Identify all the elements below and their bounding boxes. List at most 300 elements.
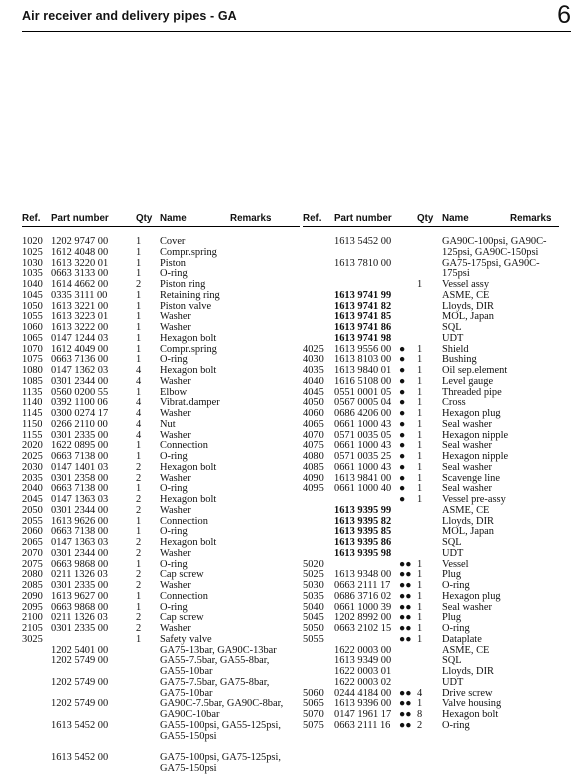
part-number-cell: 0551 0001 05 [334, 386, 392, 398]
name-cell: Washer [160, 623, 191, 634]
part-number-cell: 0147 1363 03 [51, 494, 109, 505]
part-number-cell: 1622 0895 00 [51, 440, 109, 452]
assembly-level-marker: ●● [399, 709, 412, 720]
assembly-level-marker: ● [399, 408, 406, 419]
ref-cell: 2095 [22, 601, 43, 613]
name-cell: Nut [160, 418, 176, 430]
table-row [303, 334, 559, 345]
qty-cell: 1 [417, 483, 423, 495]
header-divider [22, 31, 571, 32]
qty-cell: 1 [136, 515, 142, 527]
part-number-cell: 0663 7138 00 [51, 526, 109, 538]
table-row [303, 420, 559, 431]
name-cell: Lloyds, DIR [442, 666, 494, 677]
ref-cell: 1075 [22, 354, 43, 366]
name-cell: 125psi, GA90C-150psi [442, 246, 539, 258]
qty-cell: 1 [136, 590, 142, 602]
qty-cell: 1 [417, 440, 423, 452]
part-number-cell: 0663 2111 16 [334, 719, 391, 731]
qty-cell: 2 [136, 279, 142, 290]
ref-cell: 5070 [303, 709, 324, 720]
part-number-cell: 1613 9741 99 [334, 289, 392, 301]
ref-cell: 5045 [303, 612, 324, 624]
name-cell: Hexagon plug [442, 590, 501, 602]
name-cell: Washer [160, 472, 191, 484]
qty-cell: 1 [417, 354, 423, 366]
ref-cell: 2020 [22, 440, 43, 452]
table-row [303, 721, 559, 732]
name-cell: GA55-100psi, GA55-125psi, [160, 719, 281, 731]
name-cell: GA55-7.5bar, GA55-8bar, [160, 655, 270, 667]
part-number-cell: 0335 3111 00 [51, 289, 108, 301]
ref-cell: 5020 [303, 558, 324, 570]
ref-cell: 2085 [22, 580, 43, 591]
name-cell: GA55-150psi [160, 730, 217, 742]
name-cell: Hexagon bolt [442, 709, 499, 720]
ref-cell: 1045 [22, 289, 43, 301]
part-number-cell: 1613 5452 00 [51, 719, 109, 731]
name-cell: Compr.spring [160, 246, 217, 258]
name-cell: GA75-175psi, GA90C- [442, 257, 540, 269]
part-number-cell: 0147 1363 03 [51, 537, 109, 548]
qty-cell: 2 [136, 461, 142, 473]
part-number-cell: 0301 2344 00 [51, 547, 109, 559]
table-row [22, 678, 300, 689]
qty-cell: 1 [136, 483, 142, 495]
assembly-level-marker: ●● [399, 719, 412, 731]
part-number-cell: 0663 9868 00 [51, 558, 109, 570]
name-cell: Connection [160, 515, 208, 527]
part-number-cell: 0661 1000 43 [334, 440, 392, 452]
part-number-cell: 1622 0003 02 [334, 676, 392, 688]
name-cell: Lloyds, DIR [442, 300, 494, 312]
name-cell: Level gauge [442, 375, 494, 387]
assembly-level-marker: ●● [399, 558, 412, 570]
ref-cell: 2060 [22, 526, 43, 538]
name-cell: MOL, Japan [442, 311, 494, 323]
assembly-level-marker: ●● [399, 580, 412, 591]
ref-cell: 4045 [303, 386, 324, 398]
part-number-cell: 0663 2111 17 [334, 580, 391, 591]
part-number-cell: 1612 4048 00 [51, 246, 109, 258]
name-cell: UDT [442, 332, 464, 344]
part-number-cell: 0244 4184 00 [334, 687, 392, 699]
table-row [303, 463, 559, 474]
name-cell: Cover [160, 236, 186, 247]
table-row [22, 721, 300, 732]
name-cell: GA90C-100psi, GA90C- [442, 236, 547, 247]
name-cell: Bushing [442, 354, 477, 366]
ref-cell: 5055 [303, 633, 324, 645]
ref-cell: 1020 [22, 236, 43, 247]
name-cell: Plug [442, 612, 462, 624]
name-cell: Hexagon bolt [160, 537, 217, 548]
part-number-cell: 1613 9395 85 [334, 526, 392, 538]
part-number-cell: 1613 7810 00 [334, 257, 392, 269]
name-cell: Connection [160, 590, 208, 602]
name-cell: O-ring [160, 526, 188, 538]
qty-column-header: Qty [136, 213, 153, 224]
table-row [303, 484, 559, 495]
name-cell: Washer [160, 547, 191, 559]
qty-cell: 4 [417, 687, 423, 699]
ref-cell: 2045 [22, 494, 43, 505]
qty-cell: 1 [136, 440, 142, 452]
qty-cell: 1 [136, 257, 142, 269]
left-parts-table [22, 213, 300, 775]
ref-cell: 4075 [303, 440, 324, 452]
ref-cell: 1060 [22, 322, 43, 333]
name-cell: GA75-10bar [160, 687, 213, 699]
name-cell: Dataplate [442, 633, 482, 645]
part-number-cell: 0663 3133 00 [51, 268, 109, 280]
part-number-cell: 0211 1326 03 [51, 569, 108, 581]
qty-cell: 1 [417, 365, 423, 376]
qty-cell: 2 [136, 537, 142, 548]
page-number: 6 [557, 1, 571, 29]
assembly-level-marker: ●● [399, 590, 412, 602]
name-cell: Seal washer [442, 440, 492, 452]
part-number-cell: 0661 1000 39 [334, 601, 392, 613]
ref-cell: 5035 [303, 590, 324, 602]
ref-cell: 4065 [303, 418, 324, 430]
qty-cell: 2 [136, 547, 142, 559]
assembly-level-marker: ● [399, 365, 406, 376]
name-cell: GA75-7.5bar, GA75-8bar, [160, 676, 270, 688]
part-number-column-header: Part number [334, 213, 392, 224]
qty-cell: 1 [136, 354, 142, 366]
assembly-level-marker: ● [399, 451, 406, 462]
table-row [303, 635, 559, 646]
table-row [22, 506, 300, 517]
qty-cell: 1 [417, 633, 423, 645]
qty-cell: 1 [136, 558, 142, 570]
qty-cell: 1 [417, 558, 423, 570]
part-number-cell: 1613 3222 00 [51, 322, 109, 333]
name-cell: Drive screw [442, 687, 493, 699]
part-number-cell: 0211 1326 03 [51, 612, 108, 624]
name-cell: Hexagon bolt [160, 494, 217, 505]
name-cell: Piston valve [160, 300, 212, 312]
qty-cell: 1 [136, 289, 142, 301]
name-cell: Vessel [442, 558, 469, 570]
part-number-cell: 1613 9840 01 [334, 365, 392, 376]
name-cell: O-ring [160, 451, 188, 462]
ref-cell: 1040 [22, 279, 43, 290]
part-number-cell: 0686 3716 02 [334, 590, 392, 602]
ref-cell: 5040 [303, 601, 324, 613]
name-cell: Scavenge line [442, 472, 500, 484]
table-row [303, 377, 559, 388]
part-number-cell: 0147 1244 03 [51, 332, 109, 344]
ref-cell: 2065 [22, 537, 43, 548]
part-number-cell: 1202 9747 00 [51, 236, 109, 247]
part-number-cell: 0560 0200 55 [51, 386, 109, 398]
part-number-cell: 1613 9741 82 [334, 300, 392, 312]
table-row [22, 377, 300, 388]
qty-cell: 4 [136, 429, 142, 441]
ref-cell: 4060 [303, 408, 324, 419]
part-number-cell: 0686 4206 00 [334, 408, 392, 419]
ref-cell: 1145 [22, 408, 43, 419]
ref-cell: 4040 [303, 375, 324, 387]
qty-cell: 1 [417, 408, 423, 419]
table-row [303, 269, 559, 280]
part-number-cell: 1614 4662 00 [51, 279, 109, 290]
assembly-level-marker: ● [399, 483, 406, 495]
part-number-cell: 1622 0003 00 [334, 644, 392, 656]
ref-cell: 1150 [22, 418, 43, 430]
qty-cell: 1 [417, 461, 423, 473]
assembly-level-marker: ● [399, 375, 406, 387]
qty-cell: 2 [136, 580, 142, 591]
ref-cell: 5025 [303, 569, 324, 581]
assembly-level-marker: ●● [399, 569, 412, 581]
part-number-cell: 0301 2358 00 [51, 472, 109, 484]
name-cell: Vessel pre-assy [442, 494, 506, 505]
part-number-cell: 1613 9348 00 [334, 569, 392, 581]
name-cell: Elbow [160, 386, 188, 398]
part-number-cell: 0661 1000 43 [334, 418, 392, 430]
qty-cell: 4 [136, 365, 142, 376]
name-cell: Vibrat.damper [160, 397, 220, 409]
table-row [303, 592, 559, 603]
name-column-header: Name [160, 213, 187, 224]
ref-cell: 4085 [303, 461, 324, 473]
part-number-cell: 0147 1362 03 [51, 365, 109, 376]
name-cell: ASME, CE [442, 504, 490, 516]
name-cell: Cap screw [160, 569, 204, 581]
name-cell: ASME, CE [442, 289, 490, 301]
name-cell: UDT [442, 676, 464, 688]
ref-cell: 2105 [22, 623, 43, 634]
qty-cell: 2 [136, 504, 142, 516]
part-number-cell: 1202 5401 00 [51, 644, 109, 656]
qty-cell: 1 [417, 386, 423, 398]
name-cell: Washer [160, 504, 191, 516]
part-number-cell: 0663 2102 15 [334, 623, 392, 634]
assembly-level-marker: ● [399, 343, 406, 355]
name-cell: MOL, Japan [442, 526, 494, 538]
ref-cell: 1030 [22, 257, 43, 269]
name-cell: Washer [160, 580, 191, 591]
ref-column-header: Ref. [303, 213, 322, 224]
part-number-cell: 1202 5749 00 [51, 676, 109, 688]
right-table-body [303, 237, 559, 732]
name-cell: Connection [160, 440, 208, 452]
part-number-cell: 0661 1000 40 [334, 483, 392, 495]
qty-cell: 1 [136, 246, 142, 258]
table-row [303, 678, 559, 689]
part-number-cell: 0663 7138 00 [51, 483, 109, 495]
part-number-cell: 0567 0005 04 [334, 397, 392, 409]
part-number-cell: 0301 2335 00 [51, 623, 109, 634]
name-cell: SQL [442, 322, 462, 333]
name-cell: Cross [442, 397, 466, 409]
left-header-rule [22, 226, 300, 227]
part-number-cell: 0571 0035 05 [334, 429, 392, 441]
right-parts-table [303, 213, 559, 732]
name-cell: O-ring [160, 268, 188, 280]
part-number-cell: 1613 9556 00 [334, 343, 392, 355]
assembly-level-marker: ● [399, 418, 406, 430]
ref-cell: 4030 [303, 354, 324, 366]
name-cell: O-ring [160, 483, 188, 495]
assembly-level-marker: ●● [399, 698, 412, 710]
part-number-cell: 1613 5452 00 [51, 752, 109, 763]
name-cell: Retaining ring [160, 289, 220, 301]
qty-cell: 1 [136, 332, 142, 344]
ref-cell: 2035 [22, 472, 43, 484]
name-cell: GA55-10bar [160, 666, 213, 677]
ref-cell: 2055 [22, 515, 43, 527]
qty-cell: 1 [417, 343, 423, 355]
qty-cell: 2 [136, 569, 142, 581]
ref-cell: 2070 [22, 547, 43, 559]
table-row [22, 334, 300, 345]
name-cell: Valve housing [442, 698, 502, 710]
qty-cell: 1 [417, 580, 423, 591]
assembly-level-marker: ● [399, 429, 406, 441]
name-cell: O-ring [160, 354, 188, 366]
table-row [22, 635, 300, 646]
part-number-cell: 1613 8103 00 [334, 354, 392, 366]
part-number-cell: 0301 2335 00 [51, 580, 109, 591]
qty-cell: 1 [136, 343, 142, 355]
name-cell: Hexagon plug [442, 408, 501, 419]
part-number-cell: 1616 5108 00 [334, 375, 392, 387]
qty-cell: 8 [417, 709, 423, 720]
name-cell: Hexagon bolt [160, 365, 217, 376]
qty-cell: 1 [417, 698, 423, 710]
part-number-cell: 1202 5749 00 [51, 655, 109, 667]
ref-cell: 4070 [303, 429, 324, 441]
name-cell: Shield [442, 343, 469, 355]
part-number-column-header: Part number [51, 213, 109, 224]
qty-cell: 1 [417, 451, 423, 462]
qty-cell: 1 [136, 322, 142, 333]
name-cell: Washer [160, 408, 191, 419]
qty-cell: 1 [136, 311, 142, 323]
ref-cell: 1050 [22, 300, 43, 312]
table-row [303, 506, 559, 517]
ref-cell: 1135 [22, 386, 43, 398]
name-cell: Cap screw [160, 612, 204, 624]
assembly-level-marker: ●● [399, 633, 412, 645]
qty-cell: 1 [417, 569, 423, 581]
ref-cell: 4050 [303, 397, 324, 409]
table-row [22, 291, 300, 302]
qty-cell: 1 [136, 526, 142, 538]
ref-cell: 4095 [303, 483, 324, 495]
part-number-cell: 1613 3220 01 [51, 257, 109, 269]
part-number-cell: 1613 3221 00 [51, 300, 109, 312]
part-number-cell: 0663 7138 00 [51, 451, 109, 462]
qty-cell: 2 [136, 472, 142, 484]
assembly-level-marker: ● [399, 440, 406, 452]
name-cell: Safety valve [160, 633, 212, 645]
part-number-cell: 1613 9741 86 [334, 322, 392, 333]
qty-cell: 1 [417, 590, 423, 602]
part-number-cell: 0147 1961 17 [334, 709, 392, 720]
part-number-cell: 0571 0035 25 [334, 451, 392, 462]
part-number-cell: 1613 5452 00 [334, 236, 392, 247]
qty-cell: 1 [417, 601, 423, 613]
name-cell: Plug [442, 569, 462, 581]
ref-cell: 1055 [22, 311, 43, 323]
name-cell: GA75-13bar, GA90C-13bar [160, 644, 277, 656]
qty-cell: 4 [136, 418, 142, 430]
qty-cell: 1 [417, 472, 423, 484]
assembly-level-marker: ●● [399, 601, 412, 613]
part-number-cell: 1613 9841 00 [334, 472, 392, 484]
table-row [22, 549, 300, 560]
part-number-cell: 1613 9396 00 [334, 698, 392, 710]
qty-cell: 2 [136, 612, 142, 624]
table-row [22, 420, 300, 431]
ref-cell: 3025 [22, 633, 43, 645]
name-cell: Hexagon nipple [442, 451, 509, 462]
part-number-cell: 1612 4049 00 [51, 343, 109, 355]
qty-cell: 2 [417, 719, 423, 731]
ref-cell: 2050 [22, 504, 43, 516]
qty-cell: 4 [136, 408, 142, 419]
name-cell: Seal washer [442, 461, 492, 473]
ref-cell: 2100 [22, 612, 43, 624]
ref-cell: 1080 [22, 365, 43, 376]
part-number-cell: 1613 9741 98 [334, 332, 392, 344]
name-cell: Threaded pipe [442, 386, 502, 398]
ref-cell: 1085 [22, 375, 43, 387]
name-cell: Piston [160, 257, 186, 269]
ref-cell: 5050 [303, 623, 324, 634]
name-cell: Oil sep.element [442, 365, 508, 376]
name-cell: Compr.spring [160, 343, 217, 355]
ref-cell: 1070 [22, 343, 43, 355]
qty-cell: 1 [417, 623, 423, 634]
name-cell: O-ring [442, 580, 470, 591]
name-cell: Seal washer [442, 483, 492, 495]
part-number-cell: 0301 2344 00 [51, 504, 109, 516]
ref-cell: 4080 [303, 451, 324, 462]
name-cell: Seal washer [442, 418, 492, 430]
name-cell: GA75-150psi [160, 762, 217, 774]
part-number-cell: 0392 1100 06 [51, 397, 108, 409]
right-header-rule [303, 226, 559, 227]
part-number-cell: 1202 5749 00 [51, 698, 109, 710]
qty-cell: 1 [417, 375, 423, 387]
ref-cell: 4090 [303, 472, 324, 484]
table-row [22, 592, 300, 603]
ref-cell: 5030 [303, 580, 324, 591]
part-number-cell: 0663 7136 00 [51, 354, 109, 366]
assembly-level-marker: ● [399, 472, 406, 484]
table-row [22, 732, 300, 743]
name-cell: GA75-100psi, GA75-125psi, [160, 752, 281, 763]
qty-cell: 1 [136, 268, 142, 280]
ref-cell: 5060 [303, 687, 324, 699]
left-table-header [22, 213, 300, 224]
remarks-column-header: Remarks [230, 213, 272, 224]
qty-cell: 2 [136, 623, 142, 634]
part-number-cell: 0663 9868 00 [51, 601, 109, 613]
name-cell: SQL [442, 537, 462, 548]
name-cell: Washer [160, 375, 191, 387]
assembly-level-marker: ●● [399, 623, 412, 634]
part-number-cell: 0301 2335 00 [51, 429, 109, 441]
name-cell: Washer [160, 429, 191, 441]
ref-cell: 1155 [22, 429, 43, 441]
